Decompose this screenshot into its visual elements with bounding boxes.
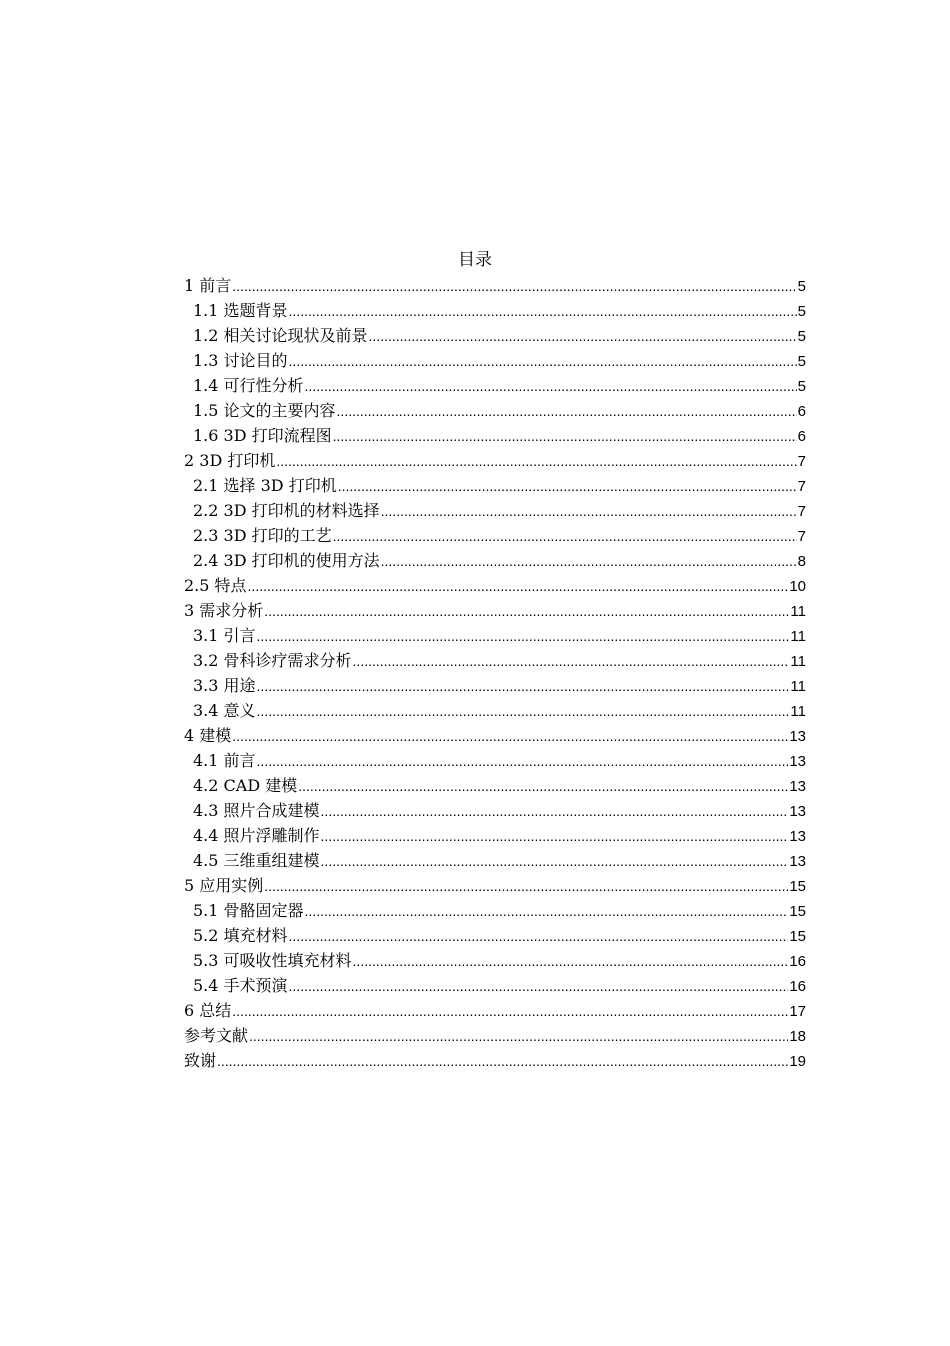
toc-entry[interactable] [184,273,806,298]
toc-dot-leader [305,374,797,399]
toc-entry-page-number: 7 [797,478,806,495]
toc-dot-leader [321,824,789,849]
toc-entry-page-number: 7 [797,503,806,520]
toc-dot-leader [289,974,789,999]
toc-entry-text: 5.2 填充材料 [193,926,288,945]
toc-entry[interactable] [184,373,806,398]
toc-dot-leader [289,924,789,949]
toc-dot-leader [289,299,797,324]
toc-entry-text: 2.1 选择 3D 打印机 [193,476,337,495]
toc-dot-leader [321,849,789,874]
toc-dot-leader [353,949,789,974]
toc-entry[interactable] [184,573,806,598]
toc-entry-text: 2.5 特点 [184,576,247,595]
toc-entry[interactable] [184,1023,806,1048]
toc-dot-leader [248,574,789,599]
toc-entry-text: 2 3D 打印机 [184,451,276,470]
toc-entry-text: 1.5 论文的主要内容 [193,401,336,420]
toc-entry-text: 4 建模 [184,726,232,745]
table-of-contents [184,273,806,1073]
toc-entry-page-number: 5 [797,378,806,395]
toc-entry-page-number: 13 [789,828,806,845]
toc-dot-leader [289,349,797,374]
toc-entry[interactable] [184,473,806,498]
toc-entry-text: 5.4 手术预演 [193,976,288,995]
toc-dot-leader [232,274,796,299]
toc-entry-text: 1.2 相关讨论现状及前景 [193,326,368,345]
toc-entry[interactable] [184,623,806,648]
toc-entry[interactable] [184,598,806,623]
toc-entry-text: 3 需求分析 [184,601,264,620]
toc-entry-page-number: 19 [789,1053,806,1070]
toc-dot-leader [369,324,797,349]
toc-entry[interactable] [184,548,806,573]
toc-dot-leader [257,749,789,774]
toc-entry-page-number: 16 [789,978,806,995]
toc-entry[interactable] [184,348,806,373]
toc-entry-text: 3.1 引言 [193,626,256,645]
toc-entry-text: 1 前言 [184,276,232,295]
toc-dot-leader [353,649,790,674]
toc-entry-page-number: 15 [789,903,806,920]
toc-entry[interactable] [184,748,806,773]
toc-dot-leader [321,799,789,824]
toc-dot-leader [333,524,797,549]
toc-entry-text: 5.3 可吸收性填充材料 [193,951,352,970]
toc-entry[interactable] [184,1048,806,1073]
toc-entry[interactable] [184,923,806,948]
toc-entry[interactable] [184,848,806,873]
toc-entry[interactable] [184,773,806,798]
toc-entry[interactable] [184,973,806,998]
toc-entry[interactable] [184,423,806,448]
toc-entry-text: 1.4 可行性分析 [193,376,304,395]
toc-entry-text: 1.3 讨论目的 [193,351,288,370]
toc-entry-page-number: 11 [790,653,806,670]
toc-entry[interactable] [184,998,806,1023]
toc-dot-leader [217,1049,788,1074]
toc-entry[interactable] [184,523,806,548]
toc-entry-page-number: 7 [797,453,806,470]
toc-entry-page-number: 16 [789,953,806,970]
toc-entry-text: 3.3 用途 [193,676,256,695]
toc-entry[interactable] [184,798,806,823]
toc-entry-page-number: 11 [790,603,806,620]
toc-entry-page-number: 8 [797,553,806,570]
toc-entry-page-number: 13 [789,853,806,870]
toc-entry-text: 4.2 CAD 建模 [193,776,298,795]
toc-entry[interactable] [184,898,806,923]
toc-entry-text: 2.3 3D 打印的工艺 [193,526,332,545]
toc-entry-page-number: 13 [789,753,806,770]
toc-dot-leader [232,999,788,1024]
toc-entry-text: 3.4 意义 [193,701,256,720]
toc-entry-text: 5 应用实例 [184,876,264,895]
toc-entry-page-number: 13 [789,803,806,820]
toc-dot-leader [257,624,790,649]
toc-entry-page-number: 10 [789,578,806,595]
toc-entry[interactable] [184,448,806,473]
toc-entry-text: 1.1 选题背景 [193,301,288,320]
toc-entry[interactable] [184,723,806,748]
toc-dot-leader [381,549,797,574]
toc-entry[interactable] [184,498,806,523]
toc-dot-leader [257,674,790,699]
toc-dot-leader [338,474,797,499]
toc-entry[interactable] [184,873,806,898]
toc-dot-leader [264,874,788,899]
toc-dot-leader [381,499,797,524]
toc-entry[interactable] [184,398,806,423]
toc-entry-page-number: 5 [797,328,806,345]
toc-entry-text: 4.3 照片合成建模 [193,801,320,820]
toc-dot-leader [333,424,797,449]
toc-dot-leader [257,699,790,724]
toc-entry-page-number: 6 [797,403,806,420]
toc-dot-leader [264,599,789,624]
toc-entry-page-number: 15 [789,878,806,895]
toc-entry-text: 致谢 [184,1051,217,1070]
toc-dot-leader [249,1024,788,1049]
toc-entry-text: 4.5 三维重组建模 [193,851,320,870]
toc-dot-leader [276,449,796,474]
toc-entry-page-number: 5 [797,353,806,370]
toc-entry[interactable] [184,948,806,973]
toc-entry[interactable] [184,823,806,848]
toc-entry-text: 2.2 3D 打印机的材料选择 [193,501,380,520]
toc-dot-leader [337,399,797,424]
toc-entry-page-number: 13 [789,778,806,795]
toc-entry[interactable] [184,673,806,698]
toc-entry-text: 5.1 骨骼固定器 [193,901,304,920]
toc-entry[interactable] [184,298,806,323]
toc-dot-leader [298,774,788,799]
toc-entry-page-number: 11 [790,703,806,720]
toc-entry-text: 3.2 骨科诊疗需求分析 [193,651,352,670]
toc-entry-page-number: 5 [797,303,806,320]
toc-dot-leader [232,724,788,749]
toc-entry-text: 参考文献 [184,1026,249,1045]
toc-entry-page-number: 15 [789,928,806,945]
toc-entry-page-number: 13 [789,728,806,745]
toc-entry[interactable] [184,698,806,723]
toc-entry-text: 4.1 前言 [193,751,256,770]
toc-dot-leader [305,899,789,924]
toc-entry-page-number: 7 [797,528,806,545]
toc-entry-text: 1.6 3D 打印流程图 [193,426,332,445]
toc-entry-page-number: 17 [789,1003,806,1020]
toc-entry-page-number: 6 [797,428,806,445]
toc-title: 目录 [458,250,492,270]
toc-entry-text: 6 总结 [184,1001,232,1020]
toc-entry-text: 2.4 3D 打印机的使用方法 [193,551,380,570]
toc-entry-page-number: 11 [790,678,806,695]
toc-entry-page-number: 5 [797,278,806,295]
toc-entry[interactable] [184,323,806,348]
toc-entry-page-number: 11 [790,628,806,645]
toc-entry[interactable] [184,648,806,673]
toc-entry-page-number: 18 [789,1028,806,1045]
toc-entry-text: 4.4 照片浮雕制作 [193,826,320,845]
